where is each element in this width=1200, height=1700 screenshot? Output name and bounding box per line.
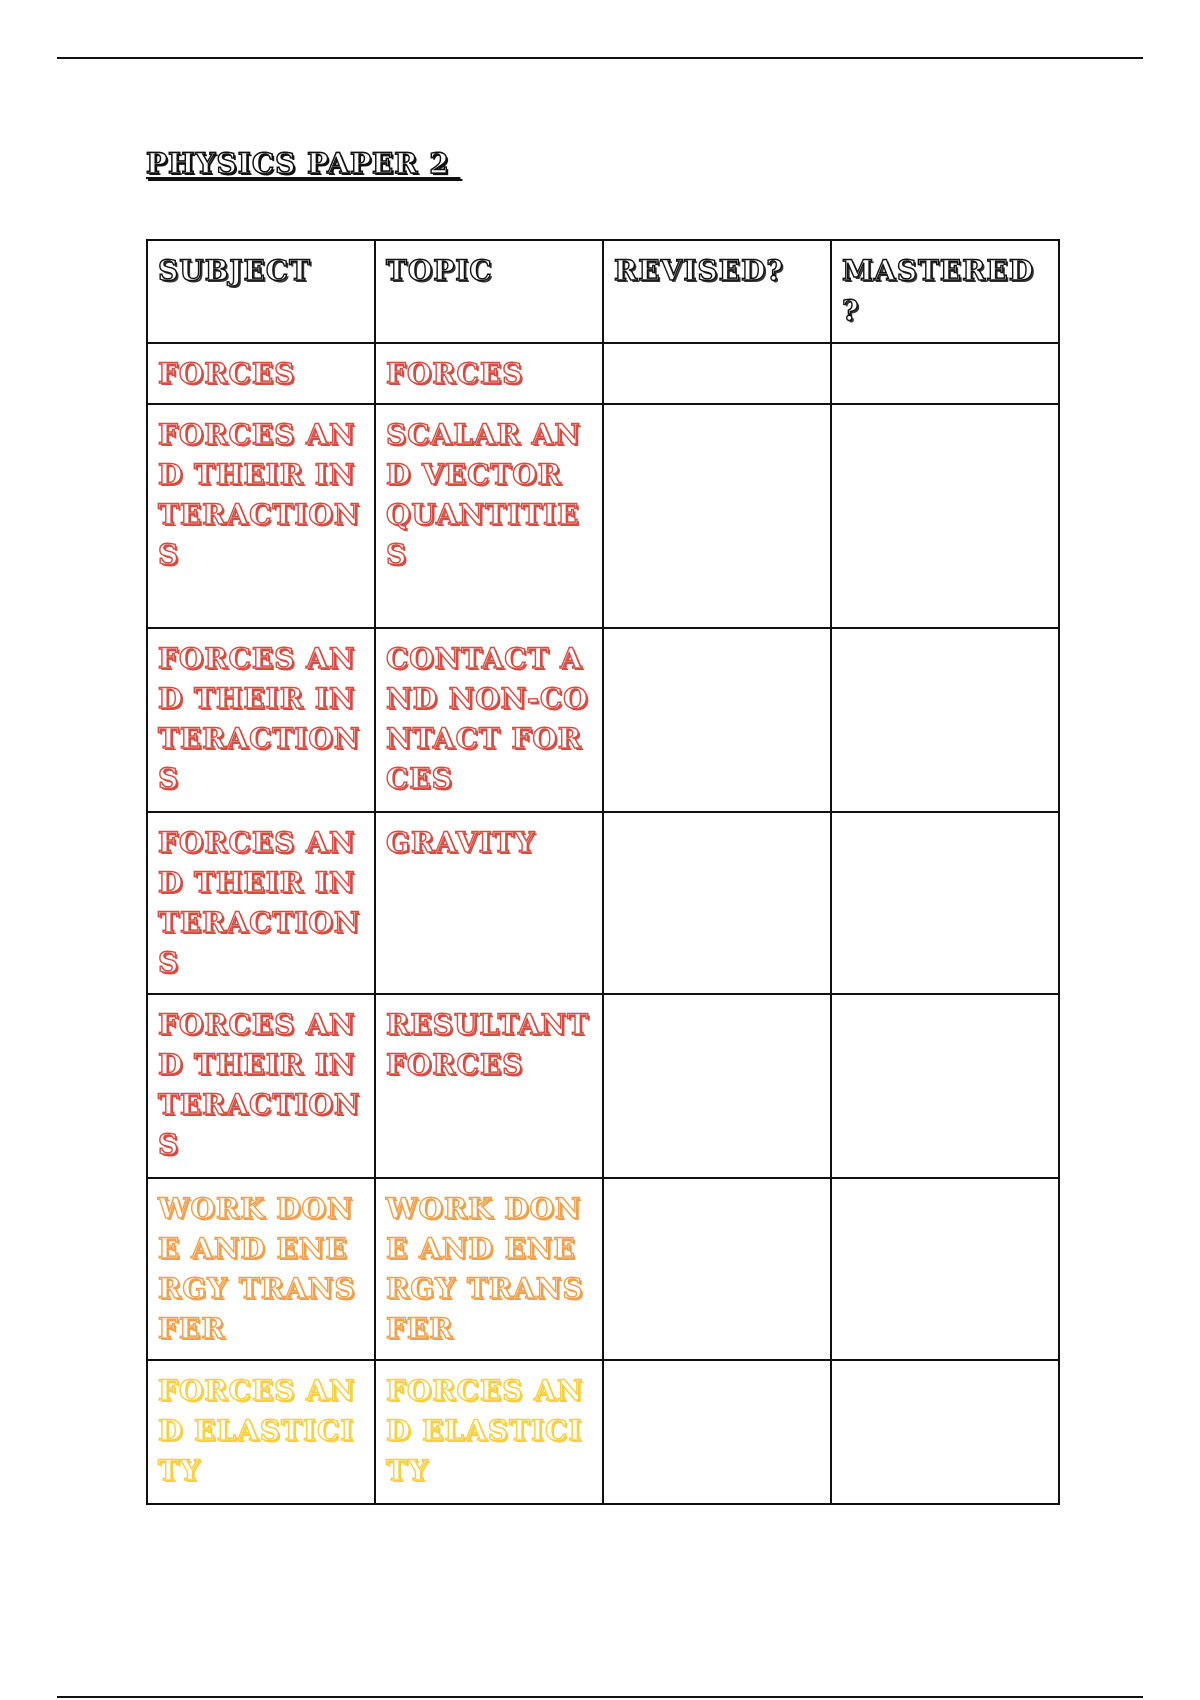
mastered-cell[interactable] (831, 343, 1059, 404)
mastered-cell[interactable] (831, 812, 1059, 994)
revised-cell[interactable] (603, 812, 831, 994)
revised-cell[interactable] (603, 1360, 831, 1504)
table-row (147, 1360, 1059, 1504)
table-header-row (147, 240, 1059, 343)
subject-cell: FORCES (147, 343, 375, 404)
table-row (147, 404, 1059, 628)
document-title: PHYSICS PAPER 2 (146, 147, 461, 180)
mastered-cell[interactable] (831, 404, 1059, 628)
subject-cell: FORCES AND THEIR INTERACTIONS (147, 404, 375, 628)
topic-cell: CONTACT AND NON-CONTACT FORCES (375, 628, 603, 812)
subject-cell: FORCES AND ELASTICITY (147, 1360, 375, 1504)
topic-cell: RESULTANT FORCES (375, 994, 603, 1178)
table-row (147, 628, 1059, 812)
revised-cell[interactable] (603, 994, 831, 1178)
mastered-cell[interactable] (831, 1178, 1059, 1360)
table-row (147, 812, 1059, 994)
revised-cell[interactable] (603, 1178, 831, 1360)
header-revised: REVISED? (603, 240, 831, 343)
table-row (147, 994, 1059, 1178)
header-mastered: MASTERED ? (831, 240, 1059, 343)
topic-cell: GRAVITY (375, 812, 603, 994)
revision-table (146, 239, 1060, 1505)
mastered-cell[interactable] (831, 628, 1059, 812)
revised-cell[interactable] (603, 628, 831, 812)
header-subject: SUBJECT (147, 240, 375, 343)
subject-cell: FORCES AND THEIR INTERACTIONS (147, 628, 375, 812)
table-row (147, 343, 1059, 404)
revised-cell[interactable] (603, 343, 831, 404)
revised-cell[interactable] (603, 404, 831, 628)
subject-cell: WORK DONE AND ENERGY TRANSFER (147, 1178, 375, 1360)
mastered-cell[interactable] (831, 1360, 1059, 1504)
mastered-cell[interactable] (831, 994, 1059, 1178)
topic-cell: FORCES (375, 343, 603, 404)
topic-cell: WORK DONE AND ENERGY TRANSFER (375, 1178, 603, 1360)
table-row (147, 1178, 1059, 1360)
header-topic: TOPIC (375, 240, 603, 343)
topic-cell: SCALAR AND VECTOR QUANTITIES (375, 404, 603, 628)
header-rule (57, 57, 1143, 59)
footer-rule (57, 1696, 1143, 1698)
topic-cell: FORCES AND ELASTICITY (375, 1360, 603, 1504)
subject-cell: FORCES AND THEIR INTERACTIONS (147, 812, 375, 994)
subject-cell: FORCES AND THEIR INTERACTIONS (147, 994, 375, 1178)
